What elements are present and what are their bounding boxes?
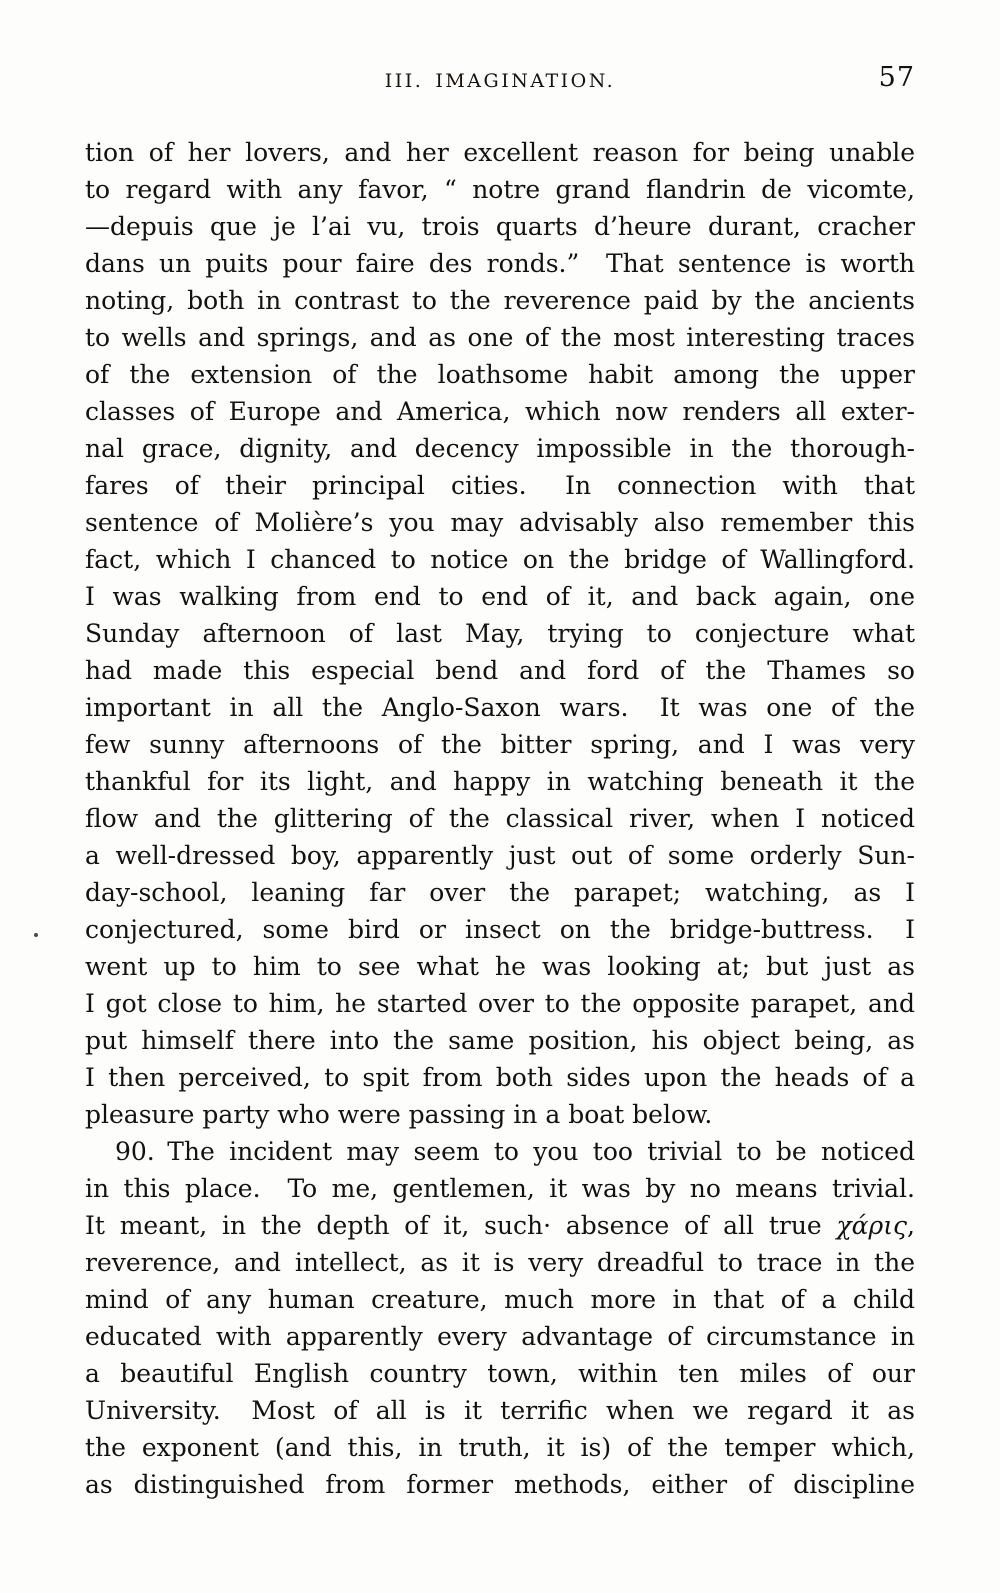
text-line: reverence, and intellect, as it is very dreadful to trace in the: [85, 1248, 915, 1277]
text-line: Sunday afternoon of last May, trying to conjecture what: [85, 619, 915, 648]
text-line: day-school, leaning far over the parapet; watching, as I: [85, 878, 915, 907]
text-line: sentence of Molière’s you may advisably also remember this: [85, 508, 915, 537]
text-line: to regard with any favor, “ notre grand flandrin de vicomte,: [85, 175, 915, 204]
text-line: of the extension of the loathsome habit among the upper: [85, 360, 915, 389]
page-number: 57: [878, 62, 915, 93]
text-line: I then perceived, to spit from both sides upon the heads of a: [85, 1063, 915, 1092]
text-line: noting, both in contrast to the reverence paid by the ancients: [85, 286, 915, 315]
greek-word: χάρις: [836, 1211, 908, 1240]
text-line: few sunny afternoons of the bitter spring, and I was very: [85, 730, 915, 759]
text-line: pleasure party who were passing in a boat below.: [85, 1100, 713, 1129]
text-line: nal grace, dignity, and decency impossible in the thorough-: [85, 434, 915, 463]
text-line: —depuis que je l’ai vu, trois quarts d’heure durant, cracher: [85, 212, 915, 241]
text-line: fares of their principal cities. In connection with that: [85, 471, 915, 500]
text-line: 90. The incident may seem to you too trivial to be noticed: [115, 1137, 915, 1166]
text-line: It meant, in the depth of it, such· absence of all true χάρις,: [85, 1211, 915, 1240]
text-line: had made this especial bend and ford of the Thames so: [85, 656, 915, 685]
text-line: put himself there into the same position, his object being, as: [85, 1026, 915, 1055]
text-line: conjectured, some bird or insect on the bridge-buttress. I: [85, 915, 915, 944]
paragraph: [85, 134, 915, 1133]
text-line: thankful for its light, and happy in watching beneath it the: [85, 767, 915, 796]
text-line: classes of Europe and America, which now renders all exter-: [85, 397, 915, 426]
text-line: to wells and springs, and as one of the most interesting traces: [85, 323, 915, 352]
text-line: as distinguished from former methods, either of discipline: [85, 1470, 915, 1499]
ink-speck: [34, 933, 38, 937]
text-line: important in all the Anglo-Saxon wars. It was one of the: [85, 693, 915, 722]
text-line: the exponent (and this, in truth, it is) of the temper which,: [85, 1433, 915, 1462]
text-line: tion of her lovers, and her excellent reason for being unable: [85, 138, 915, 167]
text-line: went up to him to see what he was looking at; but just as: [85, 952, 915, 981]
text-line: in this place. To me, gentlemen, it was by no means trivial.: [85, 1174, 915, 1203]
text-line: educated with apparently every advantage of circumstance in: [85, 1322, 915, 1351]
body-text: [85, 134, 915, 1503]
text-line: University. Most of all is it terrific when we regard it as: [85, 1396, 915, 1425]
text-line: a beautiful English country town, within ten miles of our: [85, 1359, 915, 1388]
text-line: mind of any human creature, much more in that of a child: [85, 1285, 915, 1314]
text-line: flow and the glittering of the classical river, when I noticed: [85, 804, 915, 833]
paragraph: [85, 1133, 915, 1503]
chapter-header: III. IMAGINATION.: [384, 70, 616, 92]
text-line: a well-dressed boy, apparently just out of some orderly Sun-: [85, 841, 915, 870]
text-line: fact, which I chanced to notice on the bridge of Wallingford.: [85, 545, 915, 574]
text-line: dans un puits pour faire des ronds.” That sentence is worth: [85, 249, 915, 278]
text-line: I was walking from end to end of it, and back again, one: [85, 582, 915, 611]
running-header: [85, 64, 915, 98]
text-line: I got close to him, he started over to the opposite parapet, and: [85, 989, 915, 1018]
